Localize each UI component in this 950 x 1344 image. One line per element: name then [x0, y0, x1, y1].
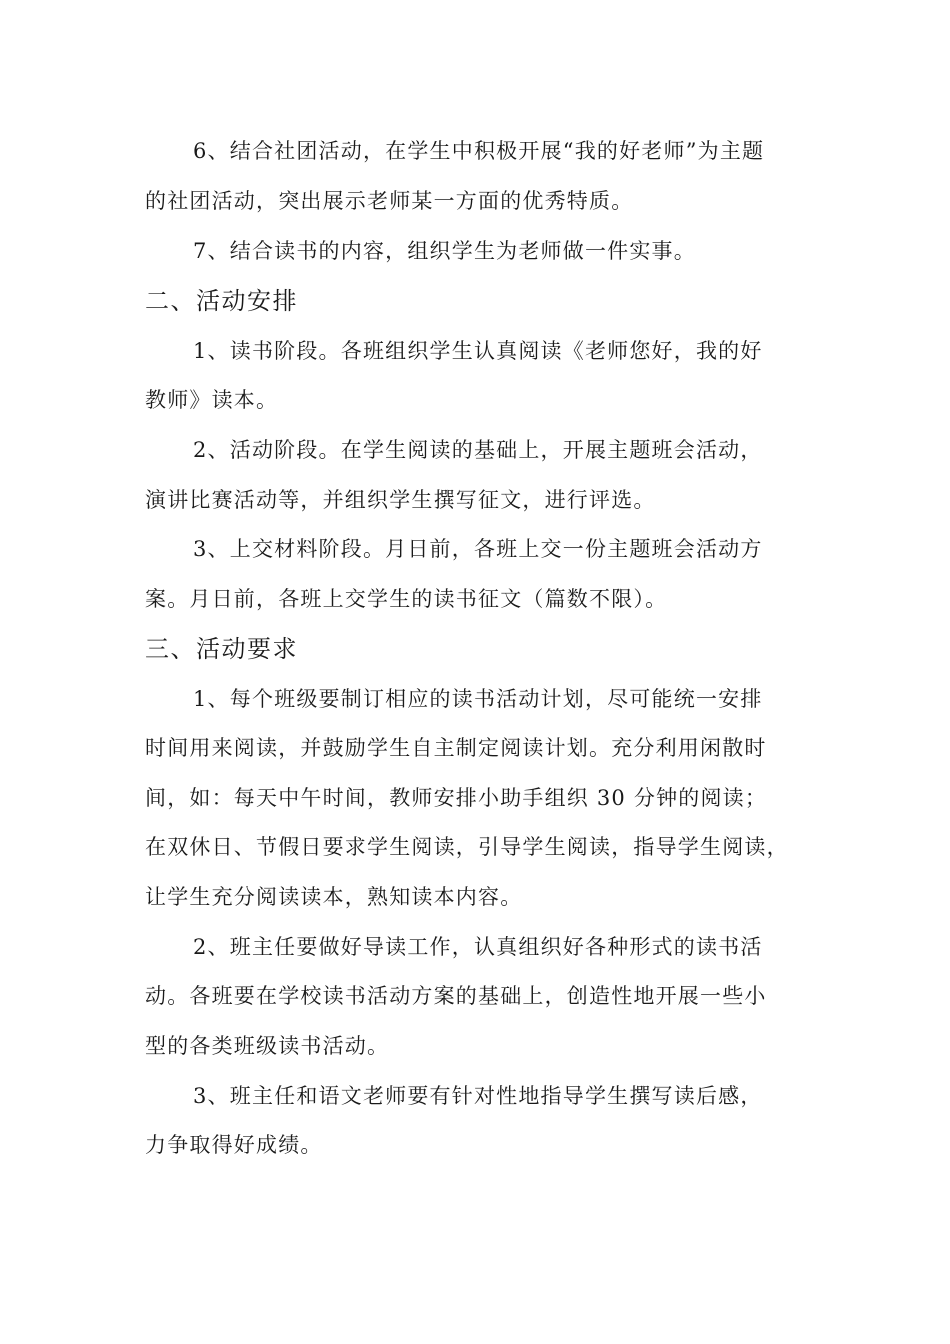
paragraph-line: 2、活动阶段。在学生阅读的基础上，开展主题班会活动，: [193, 438, 763, 462]
paragraph-line: 型的各类班级读书活动。: [145, 1034, 390, 1058]
paragraph-line: 的社团活动，突出展示老师某一方面的优秀特质。: [145, 189, 634, 213]
paragraph-line: 时间用来阅读，并鼓励学生自主制定阅读计划。充分利用闲散时: [145, 736, 767, 760]
paragraph-line: 6、结合社团活动，在学生中积极开展“我的好老师”为主题: [193, 139, 765, 163]
paragraph-line: 7、结合读书的内容，组织学生为老师做一件实事。: [193, 239, 696, 263]
paragraph-line: 3、上交材料阶段。月日前，各班上交一份主题班会活动方: [193, 537, 763, 561]
paragraph-line: 2、班主任要做好导读工作，认真组织好各种形式的读书活: [193, 935, 763, 959]
section-heading-requirements: 三、活动要求: [145, 635, 298, 663]
paragraph-line: 教师》读本。: [145, 388, 279, 412]
paragraph-line: 案。月日前，各班上交学生的读书征文（篇数不限）。: [145, 587, 668, 611]
paragraph-line: 3、班主任和语文老师要有针对性地指导学生撰写读后感，: [193, 1084, 763, 1108]
section-heading-arrangement: 二、活动安排: [145, 287, 298, 315]
paragraph-line: 让学生充分阅读读本，熟知读本内容。: [145, 885, 523, 909]
paragraph-line: 间，如：每天中午时间，教师安排小助手组织 30 分钟的阅读；: [145, 786, 768, 810]
paragraph-line: 1、读书阶段。各班组织学生认真阅读《老师您好，我的好: [193, 339, 763, 363]
paragraph-line: 1、每个班级要制订相应的读书活动计划，尽可能统一安排: [193, 687, 763, 711]
paragraph-line: 在双休日、节假日要求学生阅读，引导学生阅读，指导学生阅读，: [145, 835, 789, 859]
paragraph-line: 力争取得好成绩。: [145, 1133, 323, 1157]
paragraph-line: 演讲比赛活动等，并组织学生撰写征文，进行评选。: [145, 488, 656, 512]
paragraph-line: 动。各班要在学校读书活动方案的基础上，创造性地开展一些小: [145, 984, 767, 1008]
